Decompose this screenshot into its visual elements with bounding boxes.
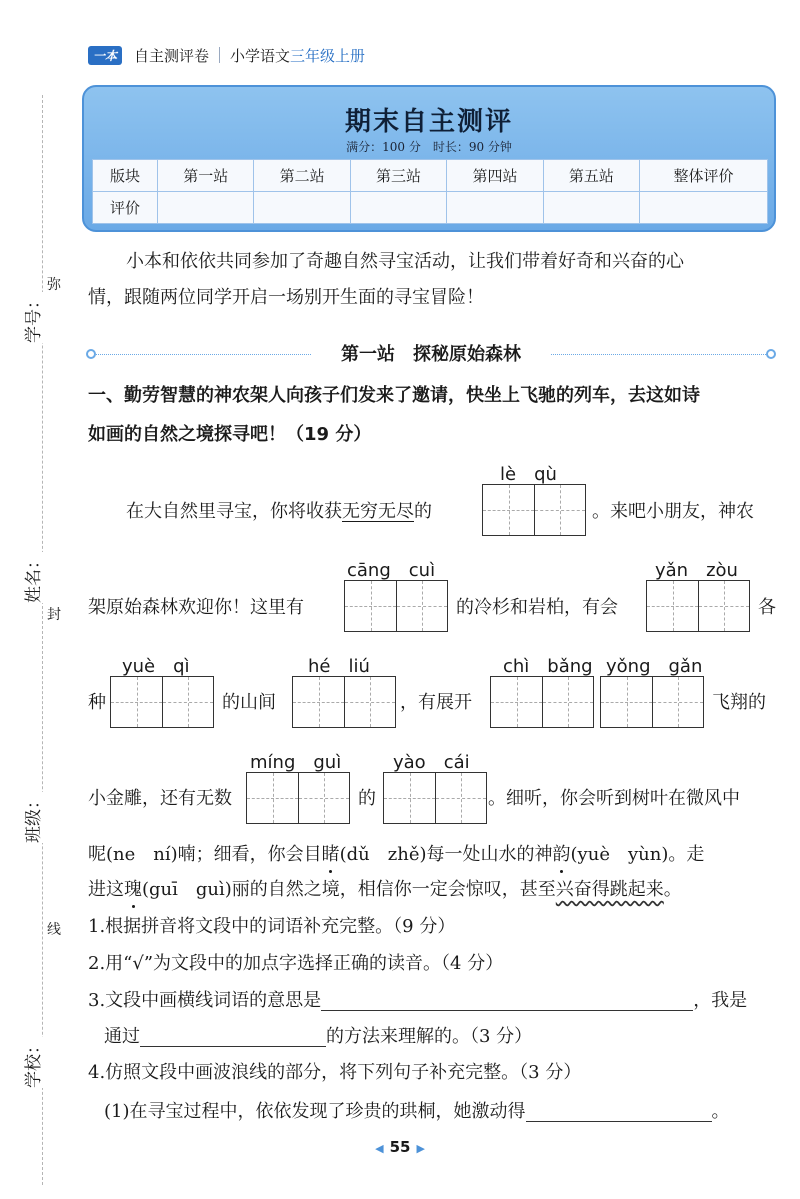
passage-text: 在大自然里寻宝，你将收获 — [126, 501, 342, 522]
passage-line-1-text — [126, 502, 432, 522]
series-name: 自主测评卷 — [134, 46, 210, 65]
passage-line-6 — [88, 880, 682, 900]
pinyin-ming-gui: míng guì — [250, 752, 342, 773]
passage-line-3b: 的山间 — [222, 692, 276, 713]
eval-input-cell[interactable] — [447, 192, 543, 224]
question-1-line-1: 一、勤劳智慧的神农架人向孩子们发来了邀请，快坐上飞驰的列车，去这如诗 — [88, 385, 700, 406]
passage-line-2c: 各 — [758, 597, 776, 618]
wavy-underlined-phrase: 兴奋得跳起来 — [555, 879, 664, 900]
passage-line-3c: ，有展开 — [400, 692, 472, 713]
header-separator — [219, 47, 220, 63]
eval-input-cell[interactable] — [543, 192, 639, 224]
passage-text: (guī guì)丽的自然之境，相信你一定会惊叹，甚至 — [142, 879, 556, 900]
table-cell: 第二站 — [254, 160, 350, 192]
writing-box-he-liu[interactable] — [292, 676, 396, 728]
seal-char-1: 弥 — [47, 272, 61, 296]
left-arrow-icon: ◀ — [375, 1142, 384, 1155]
subject-name: 小学语文 — [230, 46, 291, 65]
score-table-eval-row — [93, 192, 768, 224]
writing-box-ming-gui[interactable] — [246, 772, 350, 824]
pinyin-chi-bang: chì bǎng — [503, 656, 593, 677]
page-header — [88, 44, 365, 66]
brand-logo: 一本 — [88, 46, 122, 65]
table-cell: 评价 — [93, 192, 158, 224]
passage-text: 。 — [663, 879, 682, 900]
class-label: 班级： — [19, 792, 44, 843]
eval-input-cell[interactable] — [254, 192, 350, 224]
writing-box-le-qu[interactable] — [482, 484, 586, 536]
eval-input-cell[interactable] — [157, 192, 253, 224]
passage-text: 的 — [414, 501, 432, 522]
pinyin-he-liu: hé liú — [308, 656, 370, 677]
question-1-4-1 — [104, 1102, 730, 1122]
score-table-header-row — [93, 160, 768, 192]
dotted-char: 瑰 — [124, 879, 142, 900]
passage-text: (yuè yùn)。走 — [570, 844, 705, 865]
answer-blank-method[interactable] — [140, 1029, 326, 1047]
question-text: 。 — [711, 1101, 730, 1122]
passage-line-4b: 的 — [358, 788, 376, 809]
table-cell: 第四站 — [447, 160, 543, 192]
eval-input-cell[interactable] — [350, 192, 446, 224]
question-text: 通过 — [104, 1026, 140, 1047]
page-number-value: 55 — [389, 1138, 411, 1156]
question-1-2: 2.用“√”为文段中的加点字选择正确的读音。（4 分） — [88, 953, 504, 974]
question-text: (1)在寻宝过程中，依依发现了珍贵的珙桐，她激动得 — [104, 1101, 526, 1122]
writing-box-chi-bang[interactable] — [490, 676, 594, 728]
question-1-3-line-2 — [104, 1027, 532, 1047]
passage-line-3a: 种 — [88, 692, 106, 713]
table-cell: 整体评价 — [640, 160, 768, 192]
passage-line-3d: 飞翔的 — [712, 692, 766, 713]
writing-box-yong-gan[interactable] — [600, 676, 704, 728]
writing-box-yao-cai[interactable] — [383, 772, 487, 824]
divider-dot-right — [766, 349, 776, 359]
question-1-line-2: 如画的自然之境探寻吧！（19 分） — [88, 424, 372, 445]
table-cell: 版块 — [93, 160, 158, 192]
passage-line-2b: 的冷杉和岩柏，有会 — [456, 597, 618, 618]
seal-char-3: 线 — [47, 917, 61, 941]
answer-blank-meaning[interactable] — [321, 993, 693, 1011]
question-text: ，我是 — [693, 990, 748, 1011]
right-arrow-icon: ▶ — [416, 1142, 425, 1155]
passage-text: 进这 — [88, 879, 124, 900]
writing-box-cang-cui[interactable] — [344, 580, 448, 632]
passage-text: (dǔ zhě)每一处山水的神 — [339, 844, 553, 865]
underlined-word: 无穷无尽 — [342, 501, 414, 522]
table-cell: 第五站 — [543, 160, 639, 192]
pinyin-le-qu: lè qù — [500, 464, 557, 485]
student-no-label: 学号： — [19, 292, 44, 343]
pinyin-cang-cui: cāng cuì — [347, 560, 436, 581]
school-label: 学校： — [19, 1037, 44, 1088]
page-number — [0, 1138, 800, 1156]
pinyin-yao-cai: yào cái — [393, 752, 470, 773]
table-cell: 第一站 — [157, 160, 253, 192]
binding-margin — [0, 0, 75, 1199]
question-text: 的方法来理解的。（3 分） — [326, 1026, 533, 1047]
exam-banner — [82, 85, 776, 232]
exam-title: 期末自主测评 — [344, 107, 513, 137]
question-text: 3.文段中画横线词语的意思是 — [88, 990, 322, 1011]
pinyin-yue-qi: yuè qì — [122, 656, 190, 677]
score-table — [92, 159, 768, 224]
question-1-1: 1.根据拼音将文段中的词语补充完整。（9 分） — [88, 916, 456, 937]
table-cell: 第三站 — [350, 160, 446, 192]
passage-line-4a: 小金雕，还有无数 — [88, 788, 232, 809]
writing-box-yan-zou[interactable] — [646, 580, 750, 632]
dotted-char: 睹 — [321, 844, 340, 865]
section-title: 第一站 探秘原始森林 — [341, 344, 521, 365]
section-divider — [86, 344, 776, 364]
name-label: 姓名： — [19, 552, 44, 603]
grade-name: 三年级上册 — [290, 46, 366, 65]
passage-line-2a: 架原始森林欢迎你！这里有 — [88, 597, 304, 618]
pinyin-yong-gan: yǒng gǎn — [606, 656, 703, 677]
question-1-4: 4.仿照文段中画波浪线的部分，将下列句子补充完整。（3 分） — [88, 1062, 582, 1083]
intro-line-2: 情，跟随两位同学开启一场别开生面的寻宝冒险！ — [88, 287, 484, 308]
seal-char-2: 封 — [47, 602, 61, 626]
exam-subtitle: 满分：100 分 时长：90 分钟 — [346, 140, 512, 154]
answer-blank-sentence[interactable] — [526, 1104, 712, 1122]
question-1-3-line-1 — [88, 991, 747, 1011]
divider-line-right — [551, 354, 766, 355]
passage-line-4c: 。细听，你会听到树叶在微风中 — [488, 788, 740, 809]
pinyin-yan-zou: yǎn zòu — [655, 560, 738, 581]
eval-input-cell[interactable] — [640, 192, 768, 224]
passage-line-5 — [88, 845, 704, 865]
passage-line-1-end: 。来吧小朋友，神农 — [592, 501, 754, 522]
binding-line — [42, 95, 43, 1185]
intro-line-1: 小本和依依共同参加了奇趣自然寻宝活动，让我们带着好奇和兴奋的心 — [126, 251, 684, 272]
passage-text: 呢(ne ní)喃；细看，你会目 — [88, 844, 322, 865]
writing-box-yue-qi[interactable] — [110, 676, 214, 728]
dotted-char: 韵 — [552, 844, 571, 865]
